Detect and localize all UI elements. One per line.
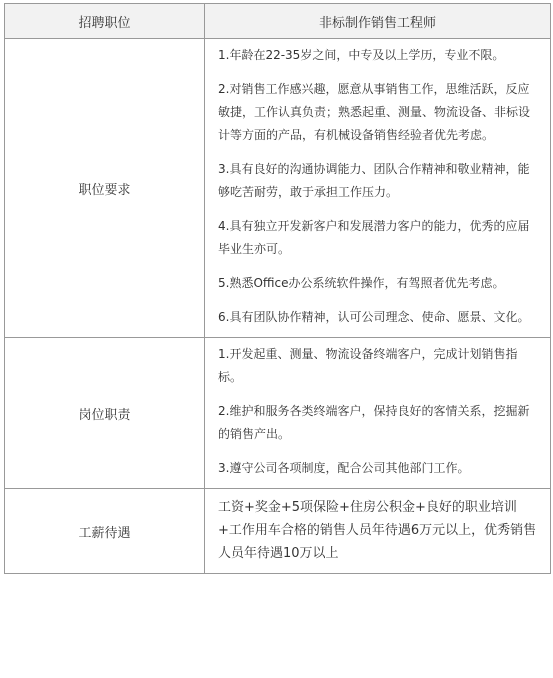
requirement-item: 2.对销售工作感兴趣，愿意从事销售工作，思维活跃，反应敏捷，工作认真负责；熟悉起重、测量、物流设备、非标设计等方面的产品，有机械设备销售经验者优先考虑。	[218, 82, 531, 142]
requirements-content	[205, 39, 551, 338]
duty-item: 1.开发起重、测量、物流设备终端客户，完成计划销售指标。	[218, 347, 518, 384]
duty-item: 3.遵守公司各项制度，配合公司其他部门工作。	[218, 461, 470, 475]
duties-label: 岗位职责	[5, 338, 205, 489]
compensation-content	[205, 489, 551, 574]
requirement-item: 1.年龄在22-35岁之间，中专及以上学历，专业不限。	[218, 48, 505, 62]
requirements-label: 职位要求	[5, 39, 205, 338]
compensation-label: 工薪待遇	[5, 489, 205, 574]
requirement-item: 4.具有独立开发新客户和发展潜力客户的能力，优秀的应届毕业生亦可。	[218, 219, 530, 256]
table-header-row	[5, 4, 551, 39]
job-posting-table	[4, 3, 551, 574]
requirement-item: 5.熟悉Office办公系统软件操作，有驾照者优先考虑。	[218, 276, 505, 290]
header-position-label: 招聘职位	[5, 4, 205, 39]
requirement-item: 3.具有良好的沟通协调能力、团队合作精神和敬业精神，能够吃苦耐劳，敢于承担工作压力。	[218, 162, 530, 199]
duties-content	[205, 338, 551, 489]
table-row-requirements	[5, 39, 551, 338]
header-position-title: 非标制作销售工程师	[205, 4, 551, 39]
table-row-compensation	[5, 489, 551, 574]
compensation-text: 工资+奖金+5项保险+住房公积金+良好的职业培训+工作用车合格的销售人员年待遇6万元以上，优秀销售人员年待遇10万以上	[218, 500, 537, 561]
requirement-item: 6.具有团队协作精神，认可公司理念、使命、愿景、文化。	[218, 310, 530, 324]
table-row-duties	[5, 338, 551, 489]
duty-item: 2.维护和服务各类终端客户，保持良好的客情关系，挖掘新的销售产出。	[218, 404, 530, 441]
